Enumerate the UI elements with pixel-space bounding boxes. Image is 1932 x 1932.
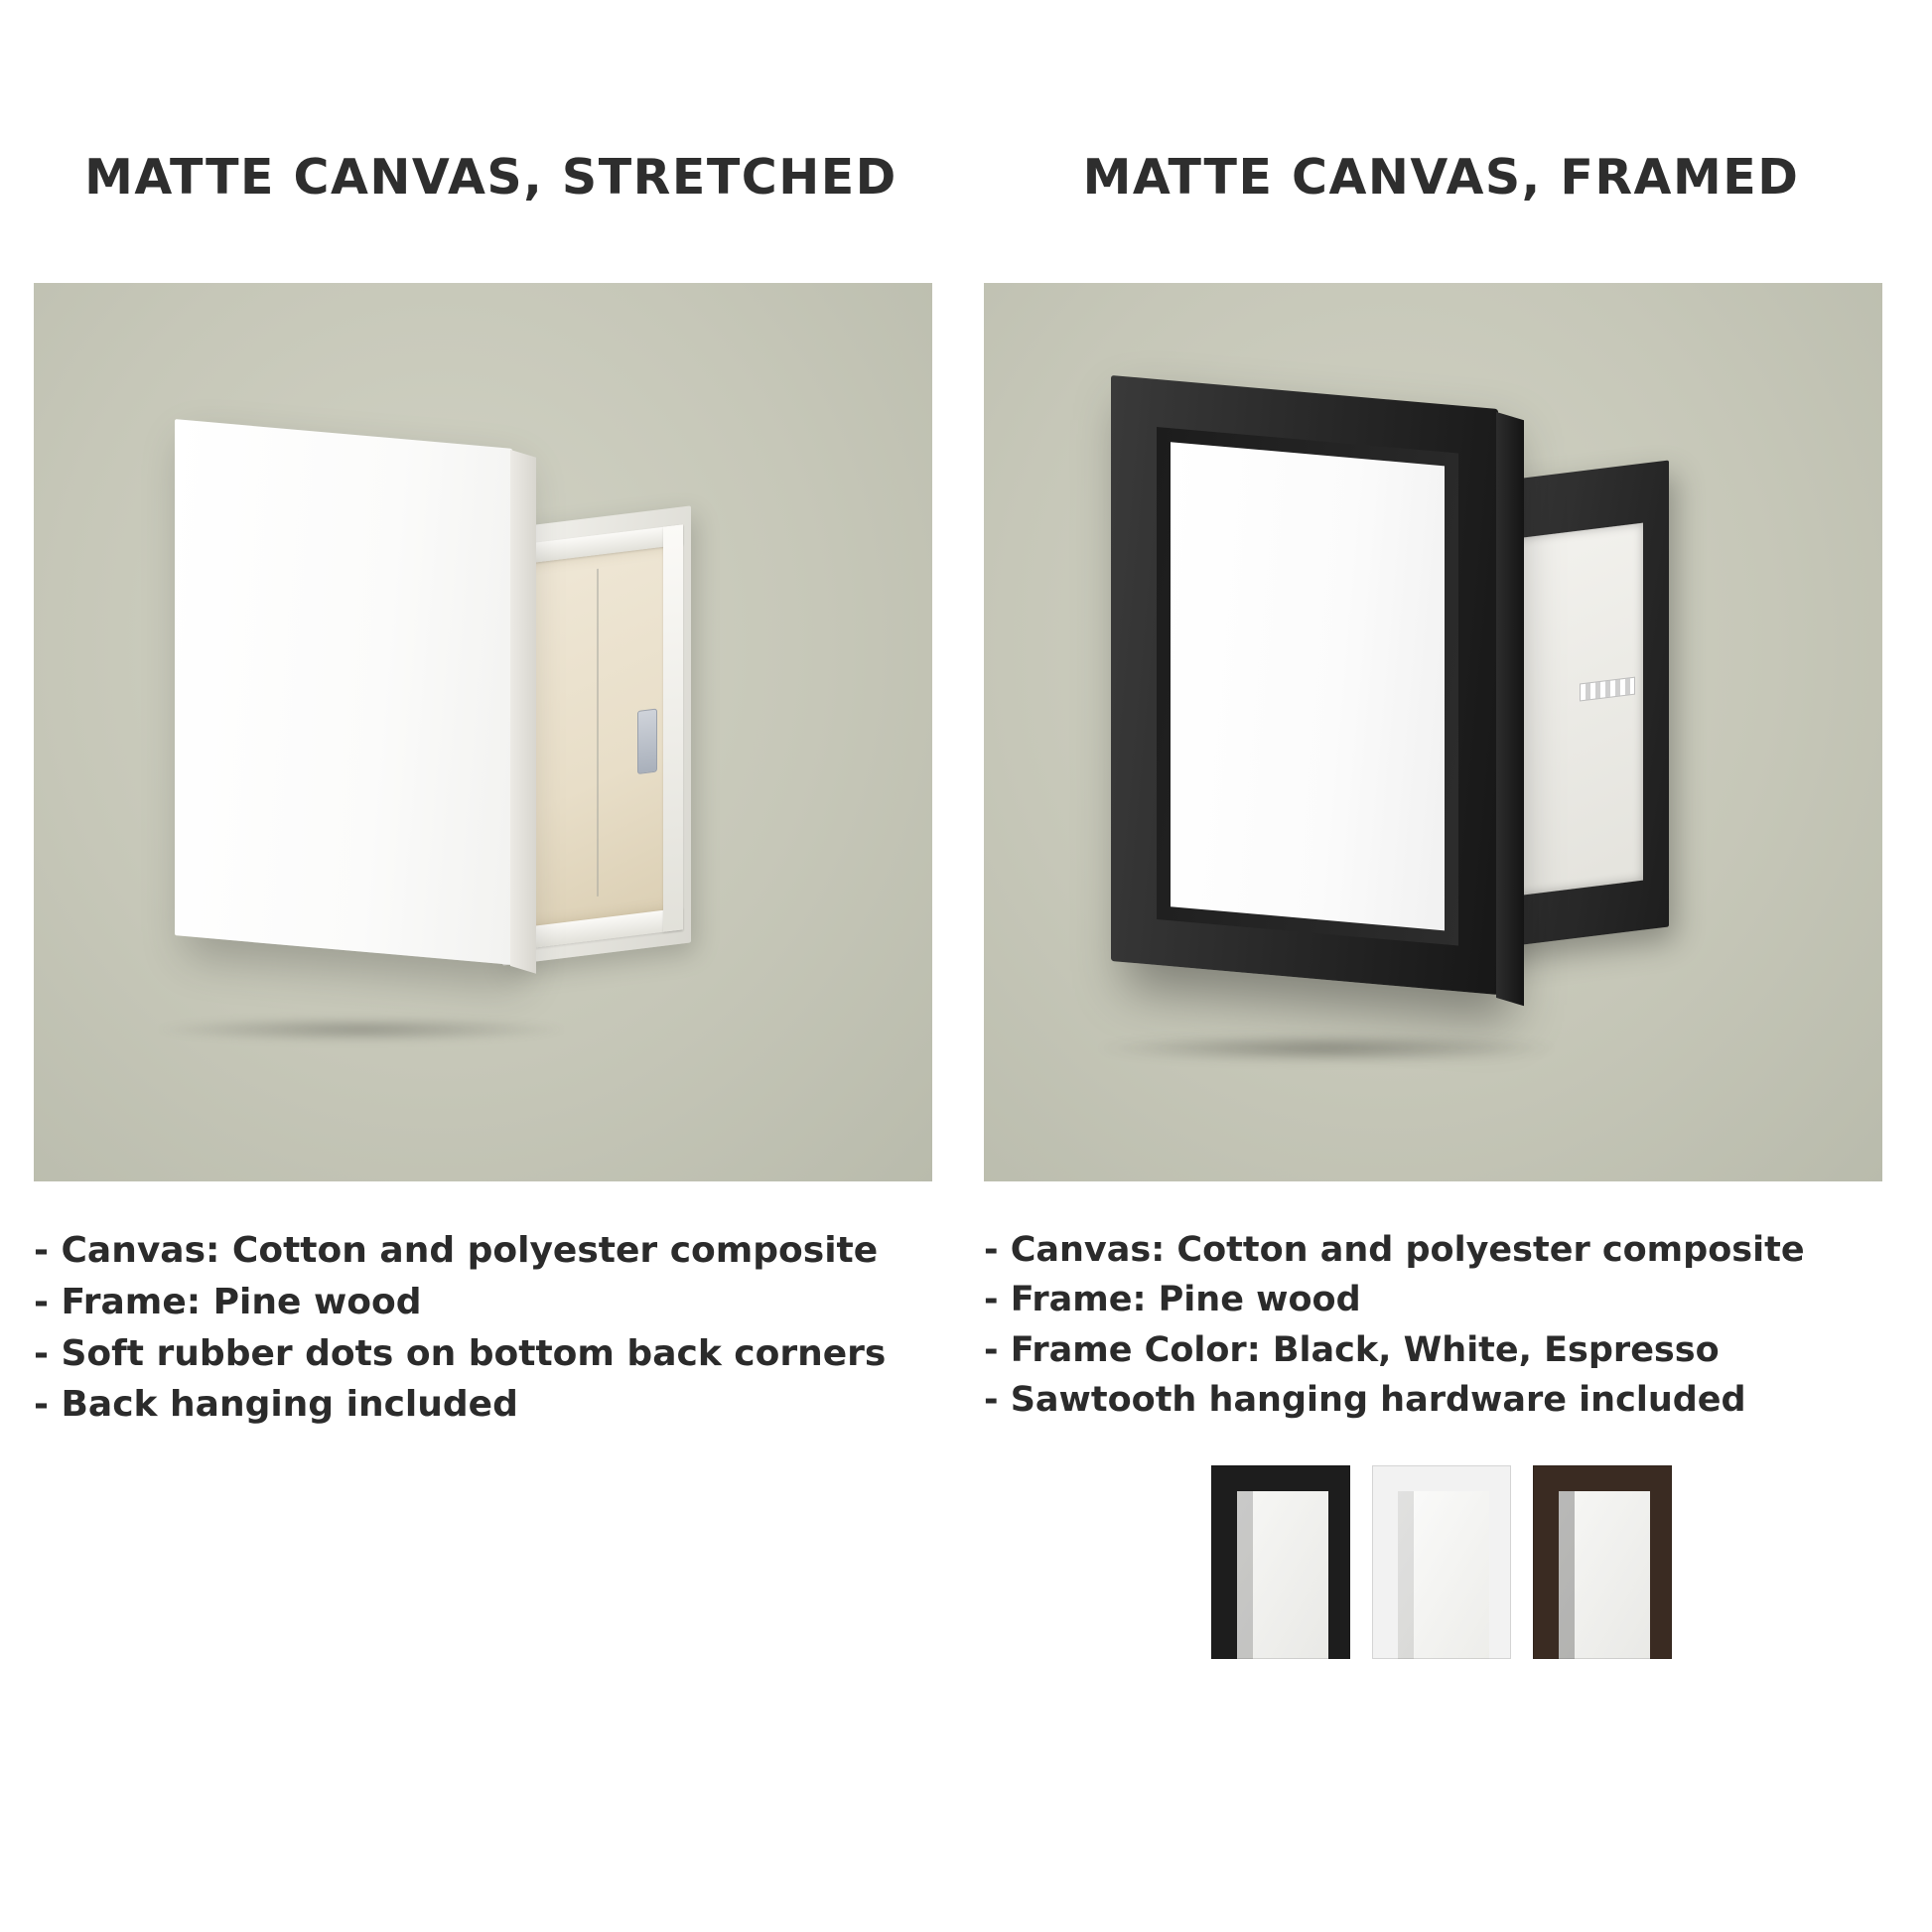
swatch-frame-border	[1211, 1465, 1350, 1659]
swatch-frame-border	[1533, 1465, 1672, 1659]
framed-canvas-side-edge	[1496, 412, 1524, 1006]
stretched-spec-list	[34, 1225, 948, 1431]
back-hanging-hardware-icon	[637, 709, 657, 774]
stretcher-center-seam	[597, 569, 599, 897]
frame-color-swatches	[984, 1465, 1898, 1659]
frame-swatch-black[interactable]	[1211, 1465, 1350, 1659]
list-item: - Canvas: Cotton and polyester composite	[984, 1230, 1805, 1270]
stretched-canvas-front-view	[175, 419, 512, 965]
column-stretched	[0, 149, 966, 1659]
frame-inner-float-gap	[1157, 427, 1458, 946]
list-item: - Canvas: Cotton and polyester composite	[34, 1230, 879, 1271]
frame-swatch-white[interactable]	[1372, 1465, 1511, 1659]
list-item: - Frame: Pine wood	[34, 1281, 422, 1322]
stretched-canvas-side-edge	[510, 450, 536, 974]
framed-canvas-front-view	[1111, 375, 1498, 995]
list-item: - Soft rubber dots on bottom back corners	[34, 1332, 887, 1374]
swatch-frame-border	[1372, 1465, 1511, 1659]
framed-canvas-image	[984, 283, 1882, 1181]
list-item: - Frame: Pine wood	[984, 1280, 1361, 1320]
list-item: - Frame Color: Black, White, Espresso	[984, 1329, 1720, 1370]
stretched-canvas-image	[34, 283, 932, 1181]
stretched-title: MATTE CANVAS, STRETCHED	[84, 149, 897, 206]
framed-title: MATTE CANVAS, FRAMED	[1082, 149, 1800, 206]
column-framed	[966, 149, 1932, 1659]
frame-swatch-espresso[interactable]	[1533, 1465, 1672, 1659]
list-item: - Sawtooth hanging hardware included	[984, 1380, 1746, 1421]
stretcher-bar-right	[663, 524, 683, 931]
framed-canvas-surface	[1171, 442, 1445, 930]
stretched-drop-shadow	[153, 1017, 570, 1042]
framed-spec-list	[984, 1225, 1898, 1426]
framed-drop-shadow	[1093, 1035, 1560, 1062]
list-item: - Back hanging included	[34, 1384, 518, 1426]
